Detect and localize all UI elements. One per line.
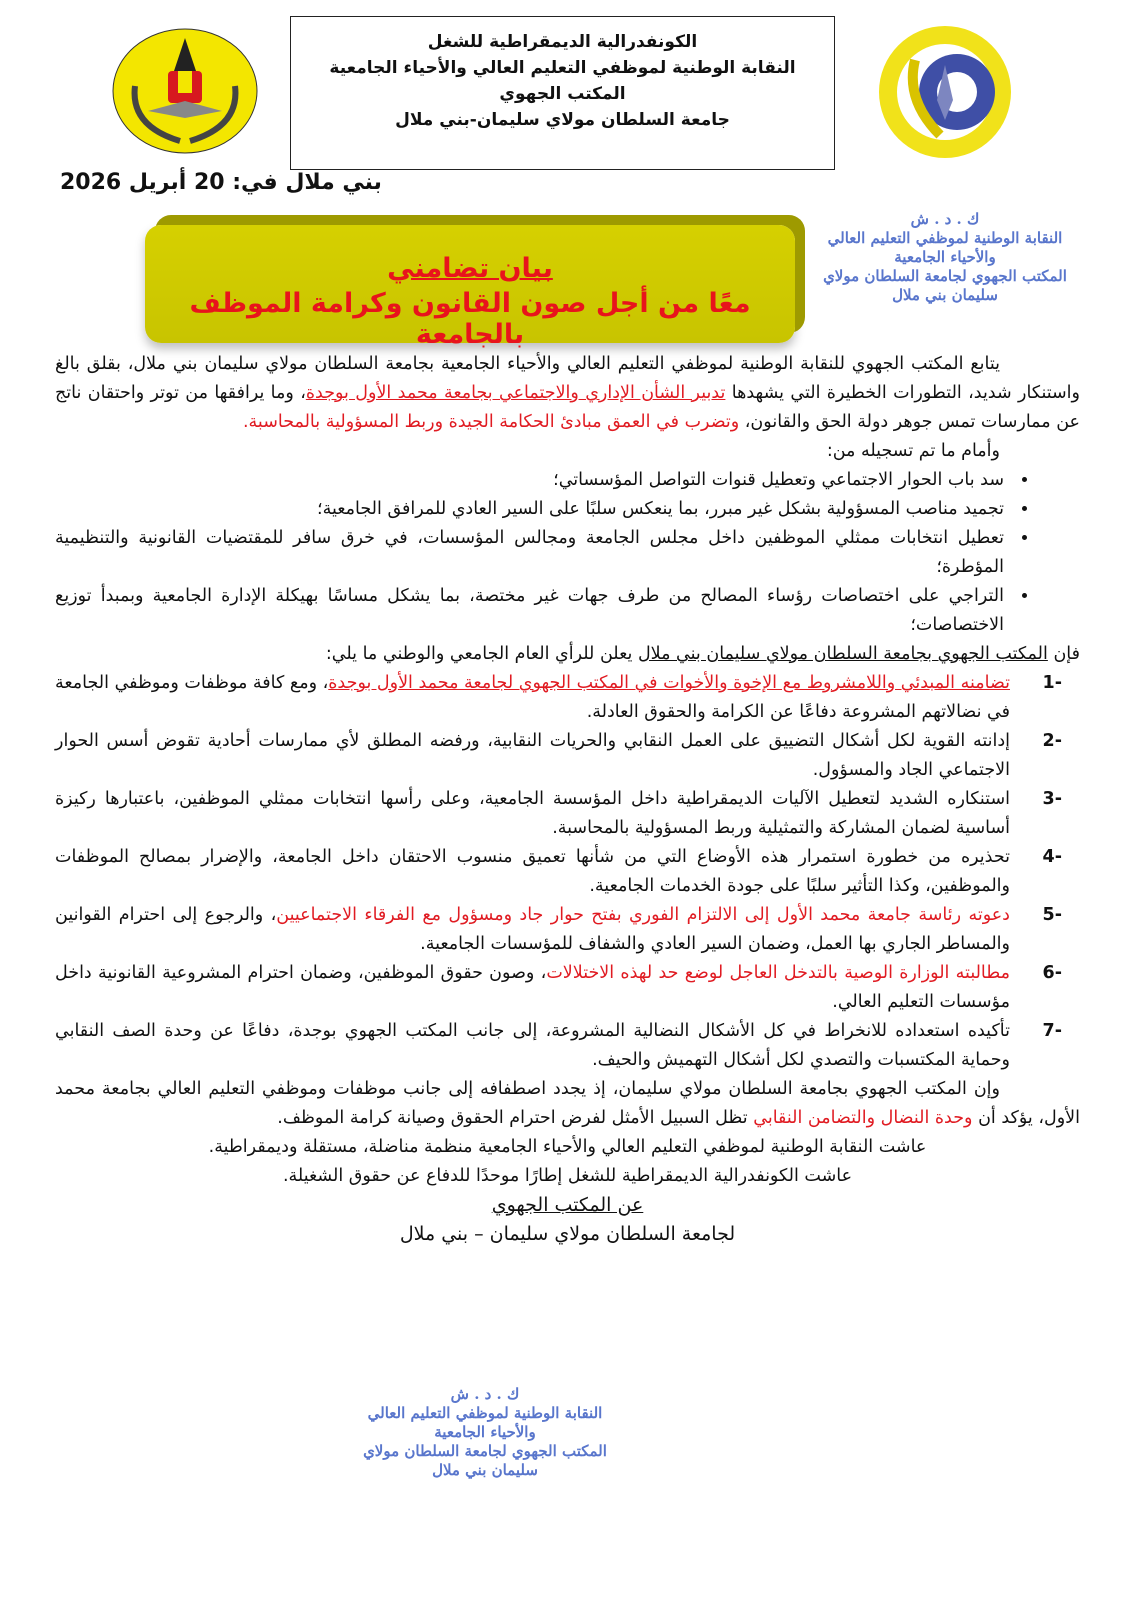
union-stamp [815,210,1075,305]
position-item [55,727,1062,785]
item-number: 6- [1042,963,1062,983]
stamp-line: سليمان بني ملال [432,1461,538,1479]
intro-text: ، وما يرافقها من توتر واحتقان ناتج عن ممارسات تمس جوهر دولة الحق والقانون، [55,383,1080,432]
university-name: جامعة السلطان مولاي سليمان-بني ملال [395,110,730,130]
positions-list [55,669,1080,1075]
item-text: استنكاره الشديد لتعطيل الآليات الديمقراطية داخل المؤسسة الجامعية، وعلى رأسها انتخابات ممثلي الموظفين، باعتبارها ركيزة أساسية لضمان المشاركة والتمثيلية وربط المسؤولية بالمحاسبة. [55,789,1010,838]
closing-slogan-1: عاشت النقابة الوطنية لموظفي التعليم العالي والأحياء الجامعية منظمة مناضلة، مستقلة وديمقراطية. [208,1137,927,1157]
grievance-list [55,466,1080,640]
title-banner [145,225,795,350]
item-text: ، والرجوع إلى احترام القوانين والمساطر الجاري بها العمل، وضمان السير العادي والشفاف للمؤسسات الجامعية. [55,905,1010,954]
item-text: تحذيره من خطورة استمرار هذه الأوضاع التي من شأنها تعميق منسوب الاحتقان داخل الجامعة، والإضرار بمصالح الموظفات والموظفين، وكذا التأثير سلبًا على جودة الخدمات الجامعية. [55,847,1010,896]
union-name: النقابة الوطنية لموظفي التعليم العالي والأحياء الجامعية [329,58,796,78]
list-item: • تعطيل انتخابات ممثلي الموظفين داخل مجلس الجامعة ومجالس المؤسسات، في خرق سافر للمقتضيات القانونية والتنظيمية المؤطرة؛ [55,524,1010,582]
stamp-line: المكتب الجهوي لجامعة السلطان مولاي [823,267,1067,285]
position-item [55,901,1062,959]
statement-title: بيان تضامني [387,253,553,284]
conclusion-text: تظل السبيل الأمثل لفرض احترام الحقوق وصيانة كرامة الموظف. [277,1108,754,1128]
position-item [54,669,1062,727]
stamp-line: والأحياء الجامعية [894,248,996,266]
list-item: • سد باب الحوار الاجتماعي وتعطيل قنوات التواصل المؤسساتي؛ [55,466,1010,495]
item-highlight: مطالبته الوزارة الوصية بالتدخل العاجل لوضع حد لهذه الاختلالات [546,963,1010,983]
intro-paragraph [55,350,1080,437]
position-item [55,785,1062,843]
list-item: • التراجي على اختصاصات رؤساء المصالح من طرف جهات غير مختصة، بما يشكل مساسًا بهيكلة الإدارة الجامعية وبمبدأ توزيع الاختصاصات؛ [55,582,1010,640]
item-text: ، وصون حقوق الموظفين، وضمان احترام المشروعية القانونية داخل مؤسسات التعليم العالي. [55,963,1010,1012]
office-name: المكتب الجهوي [499,84,626,104]
conclusion-highlight: وحدة النضال والتضامن النقابي [753,1108,973,1128]
item-number: 2- [1042,731,1062,751]
list-item: • تجميد مناصب المسؤولية بشكل غير مبرر، بما ينعكس سلبًا على السير العادي للمرافق الجامعية؛ [55,495,1010,524]
position-item [55,959,1062,1017]
item-highlight: تضامنه المبدئي واللامشروط مع الإخوة والأخوات في المكتب الجهوي لجامعة محمد الأول بوجدة [328,673,1010,693]
conclusion-text: وإن المكتب الجهوي بجامعة السلطان مولاي سليمان، إذ يجدد اصطفافه إلى جانب موظفات وموظفي التعليم العالي بجامعة محمد الأول، يؤكد أن [55,1079,1080,1128]
date-line: بني ملال في: 20 أبريل 2026 [60,170,382,195]
item-number: 5- [1042,905,1062,925]
recorded-intro: وأمام ما تم تسجيله من: [826,441,1000,461]
intro-text: يتابع المكتب الجهوي للنقابة الوطنية لموظفي التعليم العالي والأحياء الجامعية بجامعة السلطان مولاي سليمان بني ملال، بقلق بالغ واستنكار شديد، التطورات الخطيرة التي يشهدها [55,354,1080,403]
stamp-line: المكتب الجهوي لجامعة السلطان مولاي [363,1442,607,1460]
union-logo [100,16,270,166]
item-highlight: دعوته رئاسة جامعة محمد الأول إلى الالتزام الفوري بفتح حوار جاد ومسؤول مع الفرقاء الاجتماعيين [276,905,1010,925]
item-text: تأكيده استعداده للانخراط في كل الأشكال النضالية المشروعة، إلى جانب المكتب الجهوي بوجدة، دفاعًا عن وحدة الصف النقابي وحماية المكتسبات والتصدي لكل أشكال التهميش والحيف. [55,1021,1010,1070]
stamp-line: النقابة الوطنية لموظفي التعليم العالي [827,229,1063,247]
stamp-line: النقابة الوطنية لموظفي التعليم العالي [367,1404,603,1422]
signature-subtitle: لجامعة السلطان مولاي سليمان – بني ملال [399,1223,736,1245]
item-number: 7- [1042,1021,1062,1041]
statement-subtitle: معًا من أجل صون القانون وكرامة الموظف بالجامعة [189,288,751,350]
item-number: 3- [1042,789,1062,809]
declaration-line [55,640,1080,669]
closing-slogan-2: عاشت الكونفدرالية الديمقراطية للشغل إطارًا موحدًا للدفاع عن حقوق الشغيلة. [282,1166,853,1186]
declaration-text: فإن [1047,644,1080,664]
conclusion-paragraph [55,1075,1080,1133]
position-item [55,1017,1062,1075]
intro-highlight: تدبير الشأن الإداري والاجتماعي بجامعة محمد الأول بوجدة [305,383,726,403]
stamp-line: ك . د . ش [910,210,980,228]
signature-stamp [330,1385,640,1480]
item-number: 1- [1042,673,1062,693]
cdt-logo [865,20,1025,170]
stamp-line: سليمان بني ملال [892,286,998,304]
item-text: ، ومع كافة موظفات وموظفي الجامعة في نضالاتهم المشروعة دفاعًا عن الكرامة والحقوق العادلة. [54,673,1010,722]
intro-highlight: وتضرب في العمق مبادئ الحكامة الجيدة وربط المسؤولية بالمحاسبة. [242,412,740,432]
stamp-line: والأحياء الجامعية [434,1423,536,1441]
declaration-text: يعلن للرأي العام الجامعي والوطني ما يلي: [325,644,638,664]
statement-body [55,350,1080,1249]
confederation-name: الكونفدرالية الديمقراطية للشغل [427,32,698,52]
declaration-office: المكتب الجهوي بجامعة السلطان مولاي سليمان بني ملال [637,644,1048,664]
position-item [55,843,1062,901]
item-number: 4- [1042,847,1062,867]
letterhead-box [290,16,835,170]
item-text: إدانته القوية لكل أشكال التضييق على العمل النقابي والحريات النقابية، ورفضه المطلق لأي ممارسات أحادية تقوض أسس الحوار الاجتماعي الجاد والمسؤول. [55,731,1010,780]
stamp-line: ك . د . ش [450,1385,520,1403]
signature-title: عن المكتب الجهوي [491,1194,644,1216]
